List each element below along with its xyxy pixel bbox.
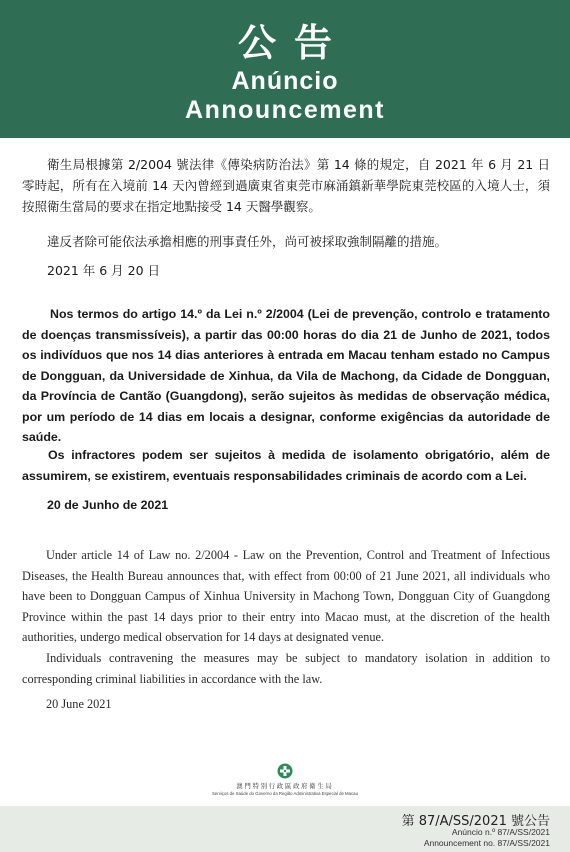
portuguese-date: 20 de Junho de 2021	[47, 498, 169, 512]
title-portuguese: Anúncio	[231, 67, 339, 95]
emblem-name-portuguese: Serviços de Saúde do Governo da Região Administrativa Especial de Macau	[212, 791, 358, 796]
announcement-number-portuguese: Anúncio n.º 87/A/SS/2021	[451, 827, 550, 837]
title-english: Announcement	[185, 96, 385, 124]
chinese-paragraph-2: 違反者除可能依法承擔相應的刑事責任外，尚可被採取強制隔離的措施。	[47, 234, 448, 249]
title-chinese: 公告	[237, 21, 350, 65]
chinese-date: 2021 年 6 月 20 日	[47, 263, 161, 278]
header-banner	[0, 0, 570, 138]
portuguese-paragraph-2: Os infractores podem ser sujeitos à medida de isolamento obrigatório, além de assumirem, se existirem, eventuais responsabilidades criminais de acordo com a Lei.	[22, 448, 550, 483]
announcement-number-english: Announcement no. 87/A/SS/2021	[423, 838, 550, 848]
english-paragraph-2: Individuals contravening the measures may be subject to mandatory isolation in addition to corresponding criminal liabilities in accordance with the law.	[22, 651, 550, 686]
health-bureau-logo-icon	[277, 763, 293, 779]
footer-bar	[0, 806, 570, 852]
emblem-name-chinese: 澳門特別行政區政府衛生局	[236, 783, 334, 790]
english-date: 20 June 2021	[46, 697, 112, 711]
portuguese-paragraph-1: Nos termos do artigo 14.º da Lei n.º 2/2004 (Lei de prevenção, controlo e tratamento de doenças transmissíveis), a partir das 00:00 horas do dia 21 de Junho de 2021, todos os indivíduos que nos 14 dias anteriores à entrada em Macau tenham estado no Campus de Dongguan, da Universidade de Xinhua, da Vila de Machong, da Cidade de Dongguan, da Província de Cantão (Guangdong), serão sujeitos às medidas de observação médica, por um período de 14 dias em locais a designar, conforme exigências da autoridade de saúde.	[22, 307, 550, 444]
chinese-paragraph-1: 衛生局根據第 2/2004 號法律《傳染病防治法》第 14 條的規定，自 2021 年 6 月 21 日零時起，所有在入境前 14 天內曾經到過廣東省東莞市麻涌鎮新華學院東莞校區的入境人士，須按照衛生當局的要求在指定地點接受 14 天醫學觀察。	[22, 157, 550, 214]
english-paragraph-1: Under article 14 of Law no. 2/2004 - Law on the Prevention, Control and Treatment of Infectious Diseases, the Health Bureau announces that, with effect from 00:00 of 21 June 2021, all individuals who have been to Dongguan Campus of Xinhua University in Machong Town, Dongguan City of Guangdong Province within the past 14 days prior to their entry into Macao must, at the discretion of the health authorities, undergo medical observation for 14 days at designated venue.	[22, 548, 550, 644]
health-bureau-emblem	[210, 763, 360, 803]
announcement-number-chinese: 第 87/A/SS/2021 號公告	[401, 814, 550, 829]
